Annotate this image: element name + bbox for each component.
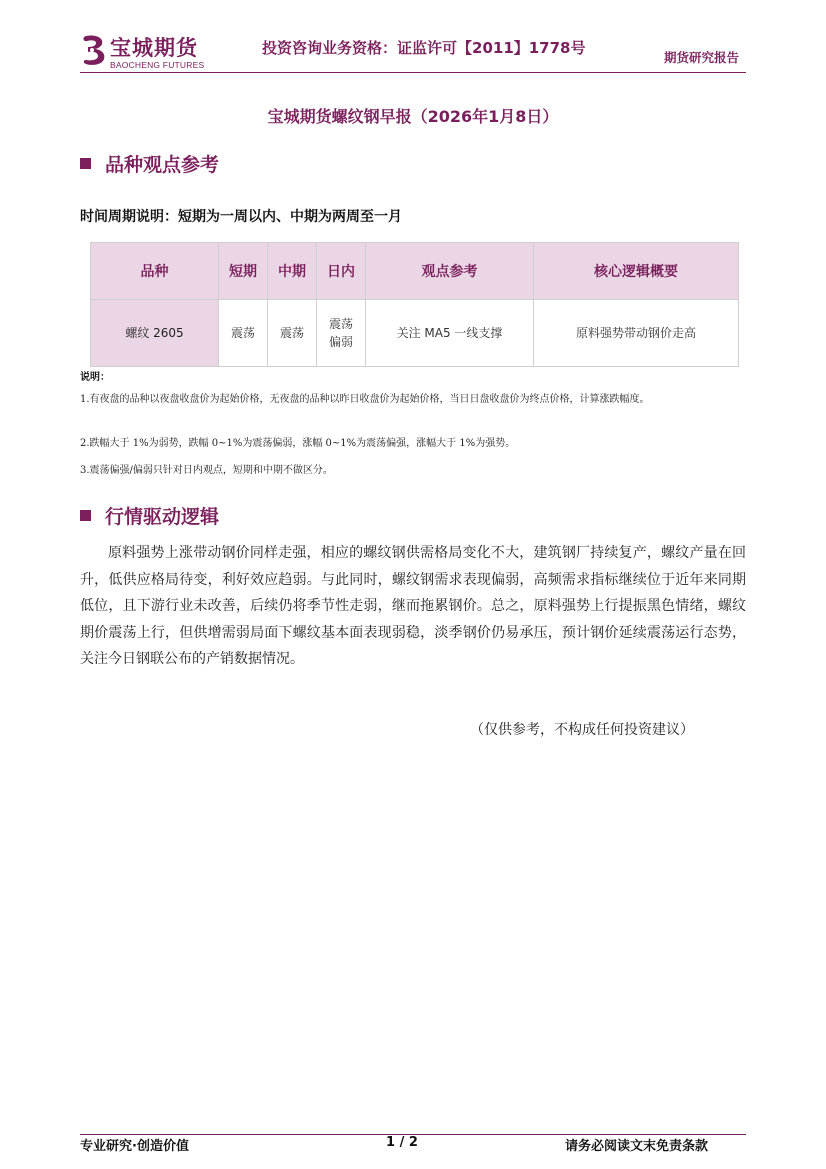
- note-item-1: 1.有夜盘的品种以夜盘收盘价为起始价格，无夜盘的品种以昨日收盘价为起始价格，当日日盘收盘价为终点价格，计算涨跌幅度。: [80, 394, 650, 405]
- note-item-2: 2.跌幅大于 1%为弱势，跌幅 0~1%为震荡偏弱，涨幅 0~1%为震荡偏强，涨幅大于 1%为强势。: [80, 438, 516, 449]
- col-header-intraday: 日内: [317, 243, 366, 300]
- market-logic-paragraph: 原料强势上涨带动钢价同样走强，相应的螺纹钢供需格局变化不大，建筑钢厂持续复产，螺纹产量在回升，低供应格局待变，利好效应趋弱。与此同时，螺纹钢需求表现偏弱，高频需求指标继续位于近年来同期低位，且下游行业未改善，后续仍将季节性走弱，继而拖累钢价。总之，原料强势上行提振黑色情绪，螺纹期价震荡上行，但供增需弱局面下螺纹基本面表现弱稳，淡季钢价仍易承压，预计钢价延续震荡运行态势，关注今日钢联公布的产销数据情况。: [80, 545, 746, 667]
- document-title: 宝城期货螺纹钢早报（2026年1月8日）: [267, 107, 559, 126]
- disclaimer-text: （仅供参考，不构成任何投资建议）: [470, 722, 694, 738]
- company-logo: [80, 30, 220, 74]
- table-row: [91, 300, 739, 367]
- cell-variety: 螺纹 2605: [91, 300, 219, 367]
- qualification-text: 投资咨询业务资格：证监许可【2011】1778号: [262, 39, 586, 57]
- cell-view: 关注 MA5 一线支撑: [366, 300, 534, 367]
- col-header-mid-term: 中期: [268, 243, 317, 300]
- note-item-3: 3.震荡偏强/偏弱只针对日内观点，短期和中期不做区分。: [80, 465, 333, 476]
- col-header-core-logic: 核心逻辑概要: [534, 243, 739, 300]
- period-note: 时间周期说明：短期为一周以内、中期为两周至一月: [80, 209, 402, 225]
- logo-text-cn: 宝城期货: [110, 36, 198, 60]
- header-divider: [80, 72, 746, 73]
- cell-intraday: [317, 300, 366, 367]
- report-type-label: 期货研究报告: [664, 50, 740, 65]
- cell-intraday-text: 震荡偏弱: [328, 317, 353, 349]
- cell-core-logic: 原料强势带动钢价走高: [534, 300, 739, 367]
- footer-disclaimer-link: 请务必阅读文末免责条款: [565, 1139, 709, 1154]
- page-number: 1 / 2: [386, 1135, 418, 1150]
- table-header-row: [91, 243, 739, 300]
- section-heading-views: [80, 150, 219, 177]
- col-header-view: 观点参考: [366, 243, 534, 300]
- col-header-variety: 品种: [91, 243, 219, 300]
- col-header-short-term: 短期: [219, 243, 268, 300]
- section-bullet-icon: [80, 510, 91, 521]
- notes-title: 说明：: [80, 372, 110, 383]
- section-heading-text: 品种观点参考: [105, 154, 220, 176]
- cell-short-term: 震荡: [219, 300, 268, 367]
- section-bullet-icon: [80, 158, 91, 169]
- section-heading-drivers: [80, 502, 219, 529]
- views-table: [90, 242, 739, 367]
- section-heading-text: 行情驱动逻辑: [105, 506, 220, 528]
- cell-mid-term: 震荡: [268, 300, 317, 367]
- footer-slogan: 专业研究·创造价值: [80, 1139, 189, 1154]
- logo-text-en: BAOCHENG FUTURES: [110, 60, 205, 70]
- baocheng-logo-icon: [80, 34, 108, 66]
